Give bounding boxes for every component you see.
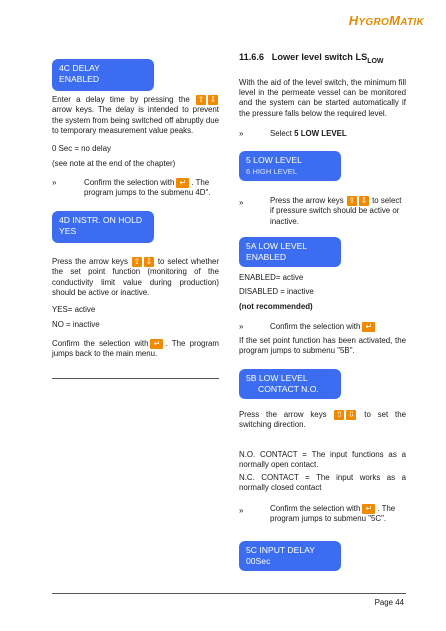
enter-key-icon: ↵ [176,178,189,188]
text: Select [270,129,295,138]
arrow-down-key-icon: ⇩ [348,410,355,419]
footer-divider [52,593,406,594]
text: Confirm the selection with [84,178,175,188]
panel-line: 5B LOW LEVEL [246,373,308,383]
text: whether the set point function (monitoring of the conductivity limit value during production) should be active or inactive. [52,257,219,297]
arrow-up-key-icon: ⇧ [336,410,343,419]
text: Confirm the selection with [52,339,149,349]
page-number: Page 44 [374,598,404,607]
enter-key-icon: ↵ [362,504,375,514]
display-panel-5c [239,541,341,571]
brand-atik: ATIK [400,17,424,28]
no-contact: N.O. CONTACT = The input functions as a normally open contact. [239,450,406,470]
panel-line: 00Sec [246,556,271,566]
text: . The program jumps back to the main menu. [52,339,219,359]
panel-line: YES [59,226,77,236]
brand-ygro: YGRO [358,17,390,28]
panel-line: 6 HIGH LEVEL [246,167,298,176]
bullet: » [239,129,244,138]
divider [52,378,219,379]
panel-line: 4D INSTR. ON HOLD [59,215,143,225]
section-heading [239,52,384,65]
panel-line: ENABLED [246,252,287,262]
text: 5 LOW LEVEL [294,129,347,138]
text: Press the arrow keys [239,410,327,420]
press2-paragraph [239,410,406,431]
press-paragraph [52,257,219,298]
bullet: » [239,198,244,207]
disabled-inactive: DISABLED = inactive [239,287,314,296]
enabled-active: ENABLED= active [239,273,304,282]
arrow-down-key-icon: ⇩ [145,257,153,266]
panel-line: 5C INPUT DELAY [246,545,315,555]
display-panel-5 [239,151,341,181]
text: Press the arrow keys [270,196,344,206]
panel-line: 4C DELAY [59,63,100,73]
arrow-up-key-icon: ⇧ [133,257,141,266]
bullet: » [239,506,244,515]
brand-m: M [389,13,401,28]
bullet: » [239,322,244,331]
text: to select if pressure switch should be active or inactive. [270,196,402,226]
confirm-5b [270,504,406,525]
confirm-4d [52,339,219,360]
see-note: (see note at the end of the chapter) [52,159,176,168]
press-step [270,196,406,227]
arrow-up-key-icon: ⇧ [197,95,205,104]
panel-line: ENABLED [59,74,100,84]
bullet: » [52,178,57,187]
text: to select [157,257,188,267]
text: Confirm the selection with [270,322,361,332]
arrow-down-key-icon: ⇩ [209,95,217,104]
panel-line: 5 LOW LEVEL [246,155,302,165]
text: switching direction. [239,420,306,430]
zero-sec: 0 Sec = no delay [52,144,112,153]
confirm-5a [270,322,377,332]
select-step [270,129,347,139]
arrow-up-key-icon: ⇧ [348,196,356,205]
delay-paragraph [52,95,219,136]
yes-active: YES= active [52,305,96,314]
text: arrow keys. The delay is intended to prevent the system from being switched off abruptly due to temporary measurement value peaks. [52,105,219,135]
text: . The program jumps to submenu "5C". [270,504,396,524]
heading-text: Lower level switch LS [271,52,368,62]
activated-paragraph: If the set point function has been activated, the program jumps to submenu "5B". [239,336,406,356]
text: . The program jumps to the submenu 4D". [84,178,211,198]
display-panel-4c [52,59,154,91]
heading-subscript: LOW [367,57,384,65]
text: Enter a delay time by pressing the [52,95,190,105]
nc-contact: N.C. CONTACT = The input works as a normally closed contact [239,473,406,493]
confirm-4c [84,178,219,199]
intro-paragraph: With the aid of the level switch, the minimum fill level in the permeate vessel can be monitored and the system can be started automatically if the pressure falls below the required level. [239,78,406,118]
panel-line: CONTACT N.O. [258,384,319,394]
display-panel-5b [239,369,341,399]
not-recommended: (not recommended) [239,302,313,311]
brand-logo [349,13,424,28]
brand-h: H [348,13,359,28]
enter-key-icon: ↵ [362,322,375,332]
panel-line: 5A LOW LEVEL [246,241,308,251]
heading-number: 11.6.6 [239,52,265,62]
no-inactive: NO = inactive [52,320,100,329]
text: Press the arrow keys [52,257,128,267]
arrow-down-key-icon: ⇩ [360,196,368,205]
text: Confirm the selection with [270,504,361,514]
text: to set the [364,410,407,420]
display-panel-5a [239,237,341,267]
display-panel-4d [52,211,154,243]
enter-key-icon: ↵ [150,339,163,349]
